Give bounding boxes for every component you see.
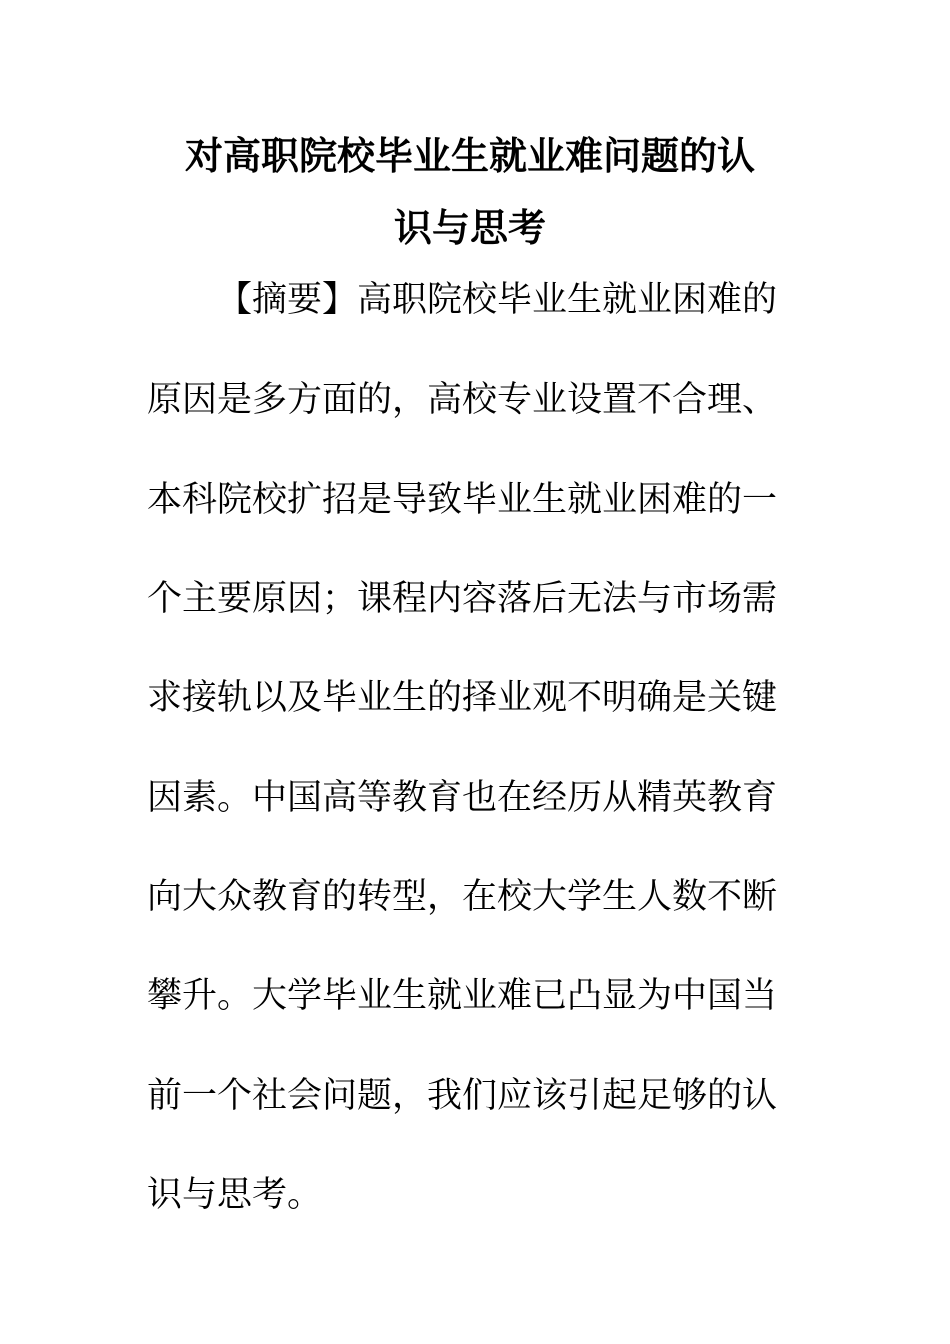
abstract-line-5: 求接轨以及毕业生的择业观不明确是关键 [147, 678, 778, 718]
abstract-line-6: 因素。中国高等教育也在经历从精英教育 [147, 778, 778, 818]
abstract-line-10: 识与思考。 [147, 1175, 323, 1215]
abstract-line-1: 【摘要】高职院校毕业生就业困难的 [217, 280, 778, 320]
document-title-line-1: 对高职院校毕业生就业难问题的认 [184, 133, 755, 178]
abstract-line-2: 原因是多方面的，高校专业设置不合理、 [147, 380, 778, 420]
abstract-line-7: 向大众教育的转型，在校大学生人数不断 [147, 877, 778, 917]
abstract-line-8: 攀升。大学毕业生就业难已凸显为中国当 [147, 976, 778, 1016]
abstract-line-3: 本科院校扩招是导致毕业生就业困难的一 [147, 480, 778, 520]
abstract-line-9: 前一个社会问题，我们应该引起足够的认 [147, 1076, 778, 1116]
abstract-line-4: 个主要原因；课程内容落后无法与市场需 [147, 579, 778, 619]
document-title-line-2: 识与思考 [393, 205, 546, 250]
